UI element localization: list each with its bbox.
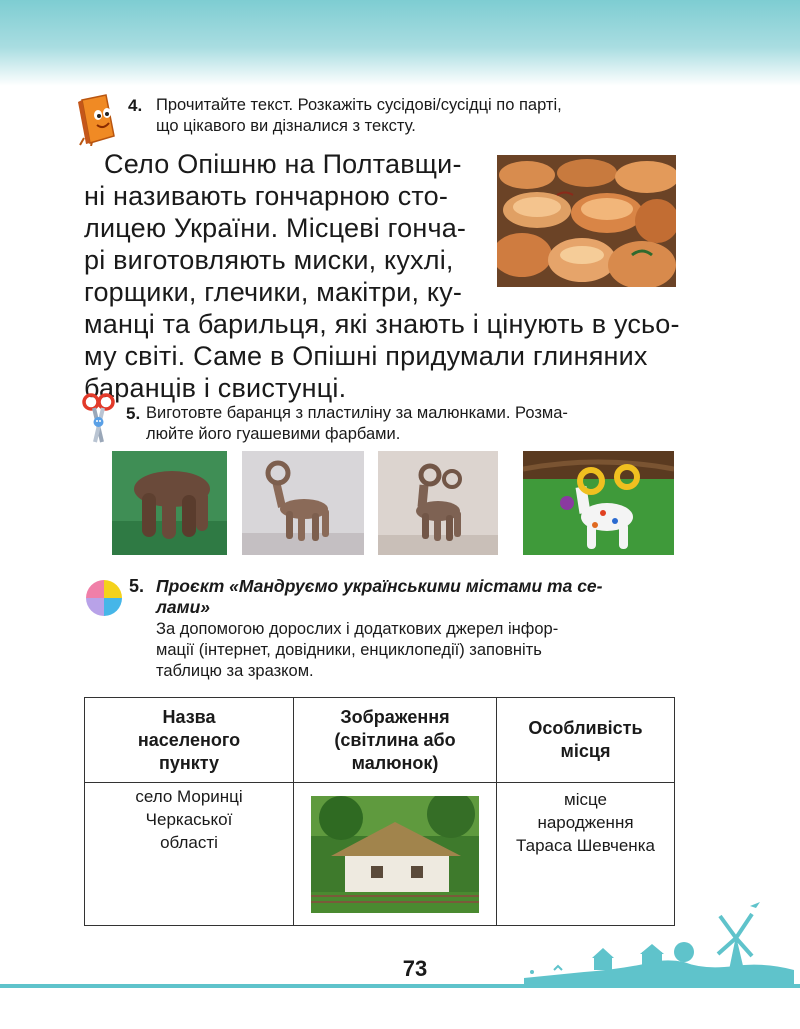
reading-line-5: горщики, глечики, макітри, ку- (84, 277, 463, 307)
book-icon (76, 92, 122, 146)
cell-image (294, 783, 497, 926)
header-text: місця (560, 741, 611, 761)
cell-text: Тараса Шевченка (516, 836, 655, 855)
reading-line-6: манці та барильця, які знають і цінують в усьо- (84, 309, 680, 339)
top-decorative-band (0, 0, 800, 86)
reading-line-1: Село Опішню на Полтавщи- (104, 149, 462, 179)
lamb-step-1-photo (112, 451, 227, 555)
task-4-instruction-line2: що цікавого ви дізналися з тексту. (156, 117, 416, 135)
task-4-instruction-line1: Прочитайте текст. Розкажіть сусідові/сусідці по парті, (156, 96, 562, 114)
lamb-painted-photo (523, 451, 674, 555)
header-text: Особливість (528, 718, 643, 738)
header-text: Зображення (340, 706, 450, 727)
reading-line-8: баранців і свистунці. (84, 373, 347, 403)
shevchenko-house-photo (311, 796, 479, 913)
scissors-icon (80, 392, 118, 450)
cell-text: народження (537, 813, 634, 832)
places-table (84, 697, 675, 926)
header-text: пункту (158, 752, 220, 773)
task-4-number: 4. (128, 96, 143, 115)
header-feature (497, 698, 675, 783)
village-landscape-icon (524, 900, 794, 986)
page-number: 73 (402, 956, 428, 981)
pottery-photo (497, 155, 676, 287)
reading-line-7: му світі. Саме в Опішні придумали глиняних (84, 341, 648, 371)
header-text: малюнок) (351, 752, 439, 773)
cell-text: Черкаської (145, 810, 233, 829)
project-title-line1: Проєкт «Мандруємо українськими містами та се- (156, 576, 603, 596)
header-image (294, 698, 497, 783)
lamb-step-3-photo (378, 451, 498, 555)
project-text-line3: таблицю за зразком. (156, 662, 314, 680)
task-5a-number: 5. (126, 404, 141, 423)
task-5a-instruction-line2: люйте його гуашевими фарбами. (146, 425, 401, 443)
cell-text: село Моринці (135, 787, 243, 806)
cell-place (85, 783, 294, 926)
header-text: Назва (162, 706, 216, 727)
cell-text: області (160, 833, 218, 852)
lamb-step-2-photo (242, 451, 364, 555)
task-5b-number: 5. (129, 576, 145, 596)
project-text-line1: За допомогою дорослих і додаткових джерел інфор- (156, 620, 559, 638)
table-header-row (85, 698, 675, 783)
project-icon (84, 578, 124, 618)
header-place-name (85, 698, 294, 783)
header-text: населеного (137, 729, 241, 750)
task-5a-instruction-line1: Виготовте баранця з пластиліну за малюнками. Розма- (146, 404, 568, 422)
reading-line-3: лицею України. Місцеві гонча- (84, 213, 467, 243)
reading-line-2: ні називають гончарною сто- (84, 181, 449, 211)
header-text: (світлина або (334, 729, 456, 750)
cell-text: місце (564, 790, 607, 809)
reading-line-4: рі виготовляють миски, кухлі, (84, 245, 454, 275)
project-title-line2: лами» (156, 597, 210, 617)
project-text-line2: мації (інтернет, довідники, енциклопедії) заповніть (156, 641, 542, 659)
